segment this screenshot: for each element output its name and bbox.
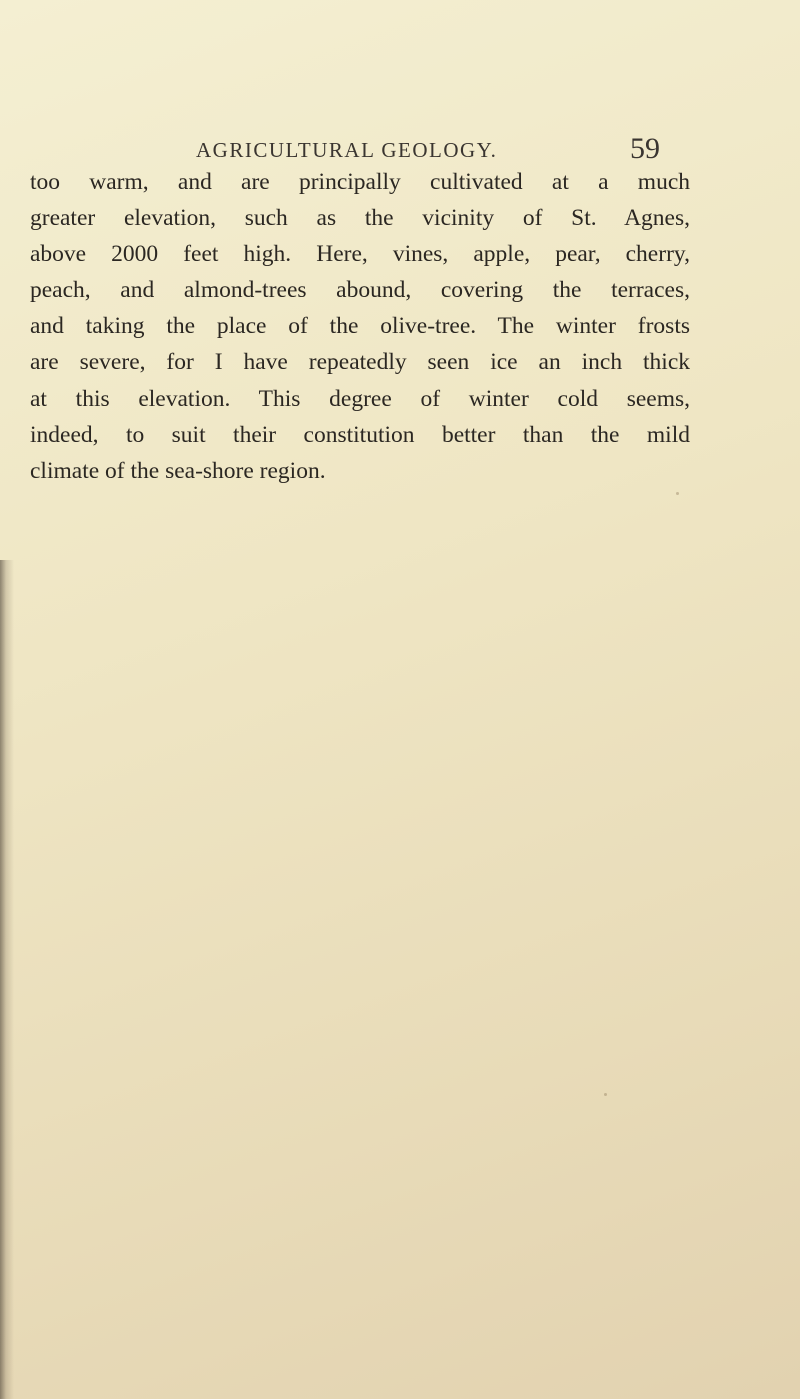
- body-paragraph: [30, 164, 690, 489]
- paper-speck: [676, 492, 679, 495]
- page-number: 59: [630, 132, 660, 165]
- text-line: indeed, to suit their constitution better than the mild: [30, 421, 690, 448]
- text-line: peach, and almond-trees abound, covering the terraces,: [30, 277, 690, 304]
- text-line: at this elevation. This degree of winter cold seems,: [30, 385, 690, 412]
- text-line: and taking the place of the olive-tree. The winter frosts: [30, 313, 690, 340]
- text-line: above 2000 feet high. Here, vines, apple, pear, cherry,: [30, 241, 690, 268]
- page-gutter-shadow: [0, 560, 14, 1399]
- text-line: too warm, and are principally cultivated at a much: [30, 169, 690, 195]
- paper-speck: [604, 1093, 607, 1096]
- running-title: AGRICULTURAL GEOLOGY.: [196, 138, 498, 162]
- text-line: climate of the sea-shore region.: [30, 457, 326, 484]
- text-line: are severe, for I have repeatedly seen ice an inch thick: [30, 349, 690, 376]
- text-line: greater elevation, such as the vicinity of St. Agnes,: [30, 205, 690, 232]
